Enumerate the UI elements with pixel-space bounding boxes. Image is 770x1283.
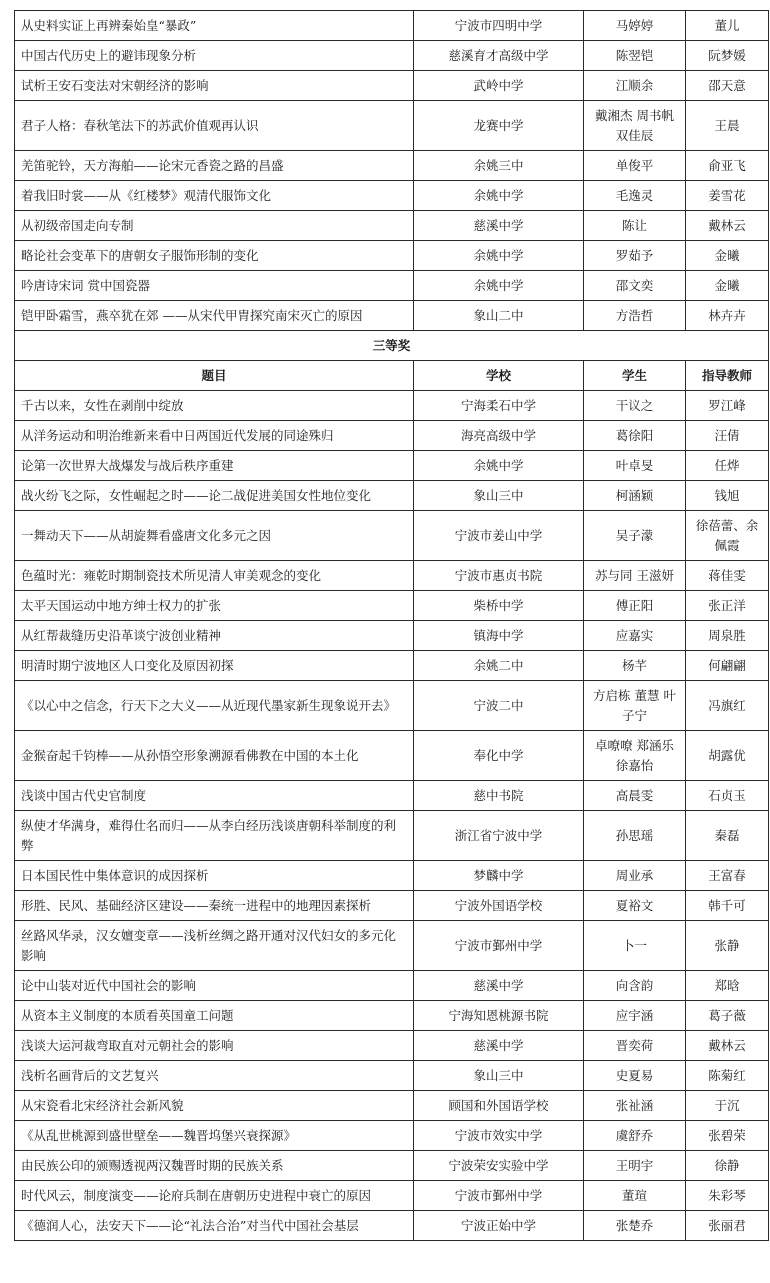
- table-row: [15, 241, 769, 271]
- cell-student: 应宇涵: [584, 1001, 686, 1031]
- table-row: [15, 301, 769, 331]
- cell-teacher: 汪倩: [686, 421, 769, 451]
- table-row: [15, 1211, 769, 1241]
- table-row: [15, 1121, 769, 1151]
- cell-teacher: 戴林云: [686, 211, 769, 241]
- cell-student: 陈翌铠: [584, 41, 686, 71]
- table-row: [15, 561, 769, 591]
- cell-student: 方启栋 董慧 叶子宁: [584, 681, 686, 731]
- cell-teacher: 何翩翩: [686, 651, 769, 681]
- cell-school: 象山三中: [414, 481, 584, 511]
- cell-teacher: 张静: [686, 921, 769, 971]
- cell-title: 时代风云，制度演变——论府兵制在唐朝历史进程中衰亡的原因: [15, 1181, 414, 1211]
- cell-school: 余姚中学: [414, 241, 584, 271]
- cell-student: 晋奕荷: [584, 1031, 686, 1061]
- award-list-page: [14, 10, 768, 1241]
- cell-student: 周业承: [584, 861, 686, 891]
- table-row: [15, 11, 769, 41]
- cell-school: 余姚中学: [414, 451, 584, 481]
- cell-title: 《从乱世桃源到盛世壁垒——魏晋坞堡兴衰探源》: [15, 1121, 414, 1151]
- cell-school: 宁波荣安实验中学: [414, 1151, 584, 1181]
- cell-title: 浅谈中国古代史官制度: [15, 781, 414, 811]
- table-row: [15, 651, 769, 681]
- cell-title: 形胜、民风、基础经济区建设——秦统一进程中的地理因素探析: [15, 891, 414, 921]
- cell-teacher: 于沉: [686, 1091, 769, 1121]
- cell-title: 浅析名画背后的文艺复兴: [15, 1061, 414, 1091]
- cell-school: 宁海柔石中学: [414, 391, 584, 421]
- cell-teacher: 葛子薇: [686, 1001, 769, 1031]
- cell-student: 史夏易: [584, 1061, 686, 1091]
- cell-title: 一舞动天下——从胡旋舞看盛唐文化多元之因: [15, 511, 414, 561]
- table-row: [15, 1061, 769, 1091]
- header-teacher: 指导教师: [686, 361, 769, 391]
- table-row: [15, 391, 769, 421]
- cell-school: 慈中书院: [414, 781, 584, 811]
- cell-student: 叶卓旻: [584, 451, 686, 481]
- table-row: [15, 71, 769, 101]
- cell-title: 战火纷飞之际，女性崛起之时——论二战促进美国女性地位变化: [15, 481, 414, 511]
- cell-title: 铠甲卧霜雪，燕卒犹在郊 ——从宋代甲胄探究南宋灭亡的原因: [15, 301, 414, 331]
- header-school: 学校: [414, 361, 584, 391]
- table-row: [15, 891, 769, 921]
- cell-student: 苏与同 王滋妍: [584, 561, 686, 591]
- cell-title: 吟唐诗宋词 赏中国瓷器: [15, 271, 414, 301]
- table-row: [15, 591, 769, 621]
- cell-title: 从红帮裁缝历史沿革谈宁波创业精神: [15, 621, 414, 651]
- cell-title: 试析王安石变法对宋朝经济的影响: [15, 71, 414, 101]
- table-row: [15, 731, 769, 781]
- table-row: [15, 41, 769, 71]
- cell-school: 余姚中学: [414, 181, 584, 211]
- cell-teacher: 邵天意: [686, 71, 769, 101]
- cell-title: 纵使才华满身，难得仕名而归——从李白经历浅谈唐朝科举制度的利弊: [15, 811, 414, 861]
- section-row: [15, 331, 769, 361]
- cell-school: 镇海中学: [414, 621, 584, 651]
- cell-student: 陈让: [584, 211, 686, 241]
- cell-student: 江顺余: [584, 71, 686, 101]
- cell-student: 邵文奕: [584, 271, 686, 301]
- cell-title: 着我旧时裳——从《红楼梦》观清代服饰文化: [15, 181, 414, 211]
- table-row: [15, 811, 769, 861]
- cell-teacher: 陈菊红: [686, 1061, 769, 1091]
- cell-title: 论中山装对近代中国社会的影响: [15, 971, 414, 1001]
- cell-title: 日本国民性中集体意识的成因探析: [15, 861, 414, 891]
- cell-teacher: 王晨: [686, 101, 769, 151]
- cell-student: 杨芊: [584, 651, 686, 681]
- table-row: [15, 481, 769, 511]
- cell-school: 象山二中: [414, 301, 584, 331]
- cell-teacher: 徐蓓蕾、余佩霞: [686, 511, 769, 561]
- cell-student: 戴湘杰 周书帆 双佳辰: [584, 101, 686, 151]
- cell-student: 卓嘹嘹 郑涵乐 徐嘉怡: [584, 731, 686, 781]
- table-row: [15, 1181, 769, 1211]
- cell-title: 由民族公印的颁赐透视两汉魏晋时期的民族关系: [15, 1151, 414, 1181]
- cell-teacher: 秦磊: [686, 811, 769, 861]
- table-row: [15, 1151, 769, 1181]
- table-row: [15, 681, 769, 731]
- cell-title: 君子人格：春秋笔法下的苏武价值观再认识: [15, 101, 414, 151]
- cell-title: 《以心中之信念，行天下之大义——从近现代墨家新生现象说开去》: [15, 681, 414, 731]
- cell-student: 方浩哲: [584, 301, 686, 331]
- cell-student: 张楚乔: [584, 1211, 686, 1241]
- cell-student: 马婷婷: [584, 11, 686, 41]
- cell-title: 明清时期宁波地区人口变化及原因初探: [15, 651, 414, 681]
- third-prize-section: [15, 331, 769, 391]
- cell-school: 武岭中学: [414, 71, 584, 101]
- cell-school: 宁波市鄞州中学: [414, 921, 584, 971]
- cell-teacher: 冯旗红: [686, 681, 769, 731]
- cell-student: 卜一: [584, 921, 686, 971]
- table-row: [15, 861, 769, 891]
- cell-teacher: 周泉胜: [686, 621, 769, 651]
- cell-teacher: 金曦: [686, 241, 769, 271]
- cell-school: 宁波二中: [414, 681, 584, 731]
- table-row: [15, 781, 769, 811]
- cell-title: 羌笛驼铃，天方海舶——论宋元香瓷之路的昌盛: [15, 151, 414, 181]
- cell-teacher: 戴林云: [686, 1031, 769, 1061]
- cell-teacher: 王富春: [686, 861, 769, 891]
- cell-teacher: 石贞玉: [686, 781, 769, 811]
- table-row: [15, 511, 769, 561]
- cell-teacher: 任烨: [686, 451, 769, 481]
- table-row: [15, 921, 769, 971]
- cell-teacher: 郑晗: [686, 971, 769, 1001]
- third-prize-rows: [15, 391, 769, 1241]
- cell-student: 高晨雯: [584, 781, 686, 811]
- cell-teacher: 俞亚飞: [686, 151, 769, 181]
- cell-student: 葛徐阳: [584, 421, 686, 451]
- table-row: [15, 1031, 769, 1061]
- cell-school: 宁波市惠贞书院: [414, 561, 584, 591]
- cell-student: 应嘉实: [584, 621, 686, 651]
- cell-school: 宁波市姜山中学: [414, 511, 584, 561]
- cell-student: 张祉涵: [584, 1091, 686, 1121]
- cell-teacher: 金曦: [686, 271, 769, 301]
- cell-school: 宁波市四明中学: [414, 11, 584, 41]
- cell-school: 余姚中学: [414, 271, 584, 301]
- cell-title: 金猴奋起千钧棒——从孙悟空形象溯源看佛教在中国的本土化: [15, 731, 414, 781]
- cell-title: 色蕴时光：雍乾时期制瓷技术所见清人审美观念的变化: [15, 561, 414, 591]
- cell-teacher: 蒋佳雯: [686, 561, 769, 591]
- cell-teacher: 徐静: [686, 1151, 769, 1181]
- cell-teacher: 林卉卉: [686, 301, 769, 331]
- cell-title: 从初级帝国走向专制: [15, 211, 414, 241]
- table-row: [15, 621, 769, 651]
- table-row: [15, 1001, 769, 1031]
- table-row: [15, 101, 769, 151]
- table-row: [15, 421, 769, 451]
- cell-school: 慈溪中学: [414, 211, 584, 241]
- table-row: [15, 1091, 769, 1121]
- cell-title: 从洋务运动和明治维新来看中日两国近代发展的同途殊归: [15, 421, 414, 451]
- cell-student: 虞舒乔: [584, 1121, 686, 1151]
- cell-student: 单俊平: [584, 151, 686, 181]
- cell-school: 梦麟中学: [414, 861, 584, 891]
- cell-school: 慈溪中学: [414, 971, 584, 1001]
- table-row: [15, 451, 769, 481]
- cell-student: 傅正阳: [584, 591, 686, 621]
- cell-teacher: 董儿: [686, 11, 769, 41]
- cell-title: 从史料实证上再辨秦始皇“暴政”: [15, 11, 414, 41]
- cell-student: 董瑄: [584, 1181, 686, 1211]
- header-student: 学生: [584, 361, 686, 391]
- cell-student: 柯涵颖: [584, 481, 686, 511]
- cell-teacher: 朱彩琴: [686, 1181, 769, 1211]
- cell-title: 论第一次世界大战爆发与战后秩序重建: [15, 451, 414, 481]
- cell-teacher: 张丽君: [686, 1211, 769, 1241]
- cell-teacher: 阮梦媛: [686, 41, 769, 71]
- cell-title: 从资本主义制度的本质看英国童工问题: [15, 1001, 414, 1031]
- cell-school: 余姚二中: [414, 651, 584, 681]
- cell-teacher: 张碧荣: [686, 1121, 769, 1151]
- cell-title: 略论社会变革下的唐朝女子服饰形制的变化: [15, 241, 414, 271]
- cell-teacher: 胡露优: [686, 731, 769, 781]
- header-row: [15, 361, 769, 391]
- cell-student: 毛逸灵: [584, 181, 686, 211]
- cell-student: 孙思瑶: [584, 811, 686, 861]
- cell-title: 太平天国运动中地方绅士权力的扩张: [15, 591, 414, 621]
- cell-title: 浅谈大运河裁弯取直对元朝社会的影响: [15, 1031, 414, 1061]
- cell-student: 王明宇: [584, 1151, 686, 1181]
- second-prize-continued-rows: [15, 11, 769, 331]
- cell-student: 吴子濛: [584, 511, 686, 561]
- cell-school: 奉化中学: [414, 731, 584, 781]
- header-title: 题目: [15, 361, 414, 391]
- cell-school: 宁波市鄞州中学: [414, 1181, 584, 1211]
- table-row: [15, 971, 769, 1001]
- cell-student: 干议之: [584, 391, 686, 421]
- cell-title: 从宋瓷看北宋经济社会新风貌: [15, 1091, 414, 1121]
- cell-school: 宁波外国语学校: [414, 891, 584, 921]
- cell-school: 宁波正始中学: [414, 1211, 584, 1241]
- cell-school: 宁波市效实中学: [414, 1121, 584, 1151]
- cell-school: 慈溪中学: [414, 1031, 584, 1061]
- cell-student: 夏裕文: [584, 891, 686, 921]
- section-title: 三等奖: [15, 331, 769, 361]
- cell-school: 余姚三中: [414, 151, 584, 181]
- cell-teacher: 韩千可: [686, 891, 769, 921]
- cell-school: 浙江省宁波中学: [414, 811, 584, 861]
- cell-student: 罗茹予: [584, 241, 686, 271]
- cell-school: 海亮高级中学: [414, 421, 584, 451]
- cell-school: 宁海知恩桃源书院: [414, 1001, 584, 1031]
- cell-teacher: 罗江峰: [686, 391, 769, 421]
- cell-student: 向含韵: [584, 971, 686, 1001]
- cell-teacher: 钱旭: [686, 481, 769, 511]
- cell-school: 龙赛中学: [414, 101, 584, 151]
- table-row: [15, 151, 769, 181]
- cell-title: 千古以来，女性在剥削中绽放: [15, 391, 414, 421]
- cell-school: 顾国和外国语学校: [414, 1091, 584, 1121]
- table-row: [15, 211, 769, 241]
- cell-title: 丝路风华录，汉女嬗变章——浅析丝绸之路开通对汉代妇女的多元化影响: [15, 921, 414, 971]
- cell-title: 《德润人心，法安天下——论“礼法合治”对当代中国社会基层: [15, 1211, 414, 1241]
- table-row: [15, 181, 769, 211]
- cell-teacher: 张正洋: [686, 591, 769, 621]
- award-table: [14, 10, 769, 1241]
- cell-school: 柴桥中学: [414, 591, 584, 621]
- cell-title: 中国古代历史上的避讳现象分析: [15, 41, 414, 71]
- cell-teacher: 姜雪花: [686, 181, 769, 211]
- table-row: [15, 271, 769, 301]
- cell-school: 象山三中: [414, 1061, 584, 1091]
- cell-school: 慈溪育才高级中学: [414, 41, 584, 71]
